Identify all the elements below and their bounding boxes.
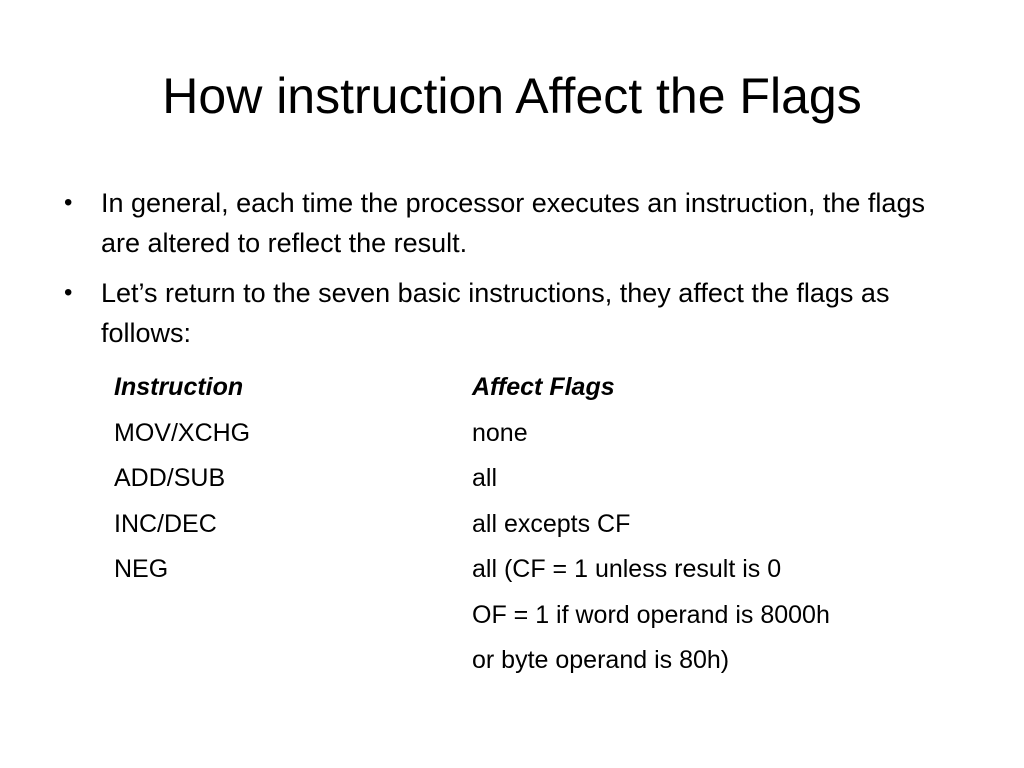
flags-cell: all excepts CF [472, 509, 631, 538]
bullet-item [58, 183, 968, 263]
instruction-cell: MOV/XCHG [114, 418, 251, 447]
instruction-cell [114, 638, 472, 684]
instruction-cell [114, 593, 472, 639]
flags-cell: OF = 1 if word operand is 8000h [472, 600, 830, 629]
flags-cell: all (CF = 1 unless result is 0 [472, 555, 782, 583]
flags-table [114, 365, 974, 684]
instruction-cell: ADD/SUB [114, 464, 226, 492]
flags-cell: or byte operand is 80h) [472, 646, 730, 674]
table-header-row [114, 365, 974, 411]
bullet-text: In general, each time the processor executes an instruction, the flags are altered to reflect the result. [101, 188, 925, 258]
flags-cell: all [472, 464, 498, 492]
table-row [114, 502, 974, 548]
bullet-icon: • [64, 189, 73, 216]
instruction-cell: NEG [114, 555, 169, 583]
slide-title: How instruction Affect the Flags [162, 68, 862, 124]
header-instruction: Instruction [114, 373, 244, 401]
bullet-text: Let’s return to the seven basic instructions, they affect the flags as follows: [101, 278, 890, 348]
table-row [114, 411, 974, 457]
bullet-item [58, 273, 968, 353]
bullet-list [58, 183, 968, 363]
table-row [114, 638, 974, 684]
instruction-cell: INC/DEC [114, 509, 217, 538]
flags-cell: none [472, 418, 528, 447]
header-affect-flags: Affect Flags [472, 373, 615, 401]
bullet-icon: • [64, 279, 73, 306]
table-row [114, 593, 974, 639]
table-row [114, 547, 974, 593]
table-row [114, 456, 974, 502]
